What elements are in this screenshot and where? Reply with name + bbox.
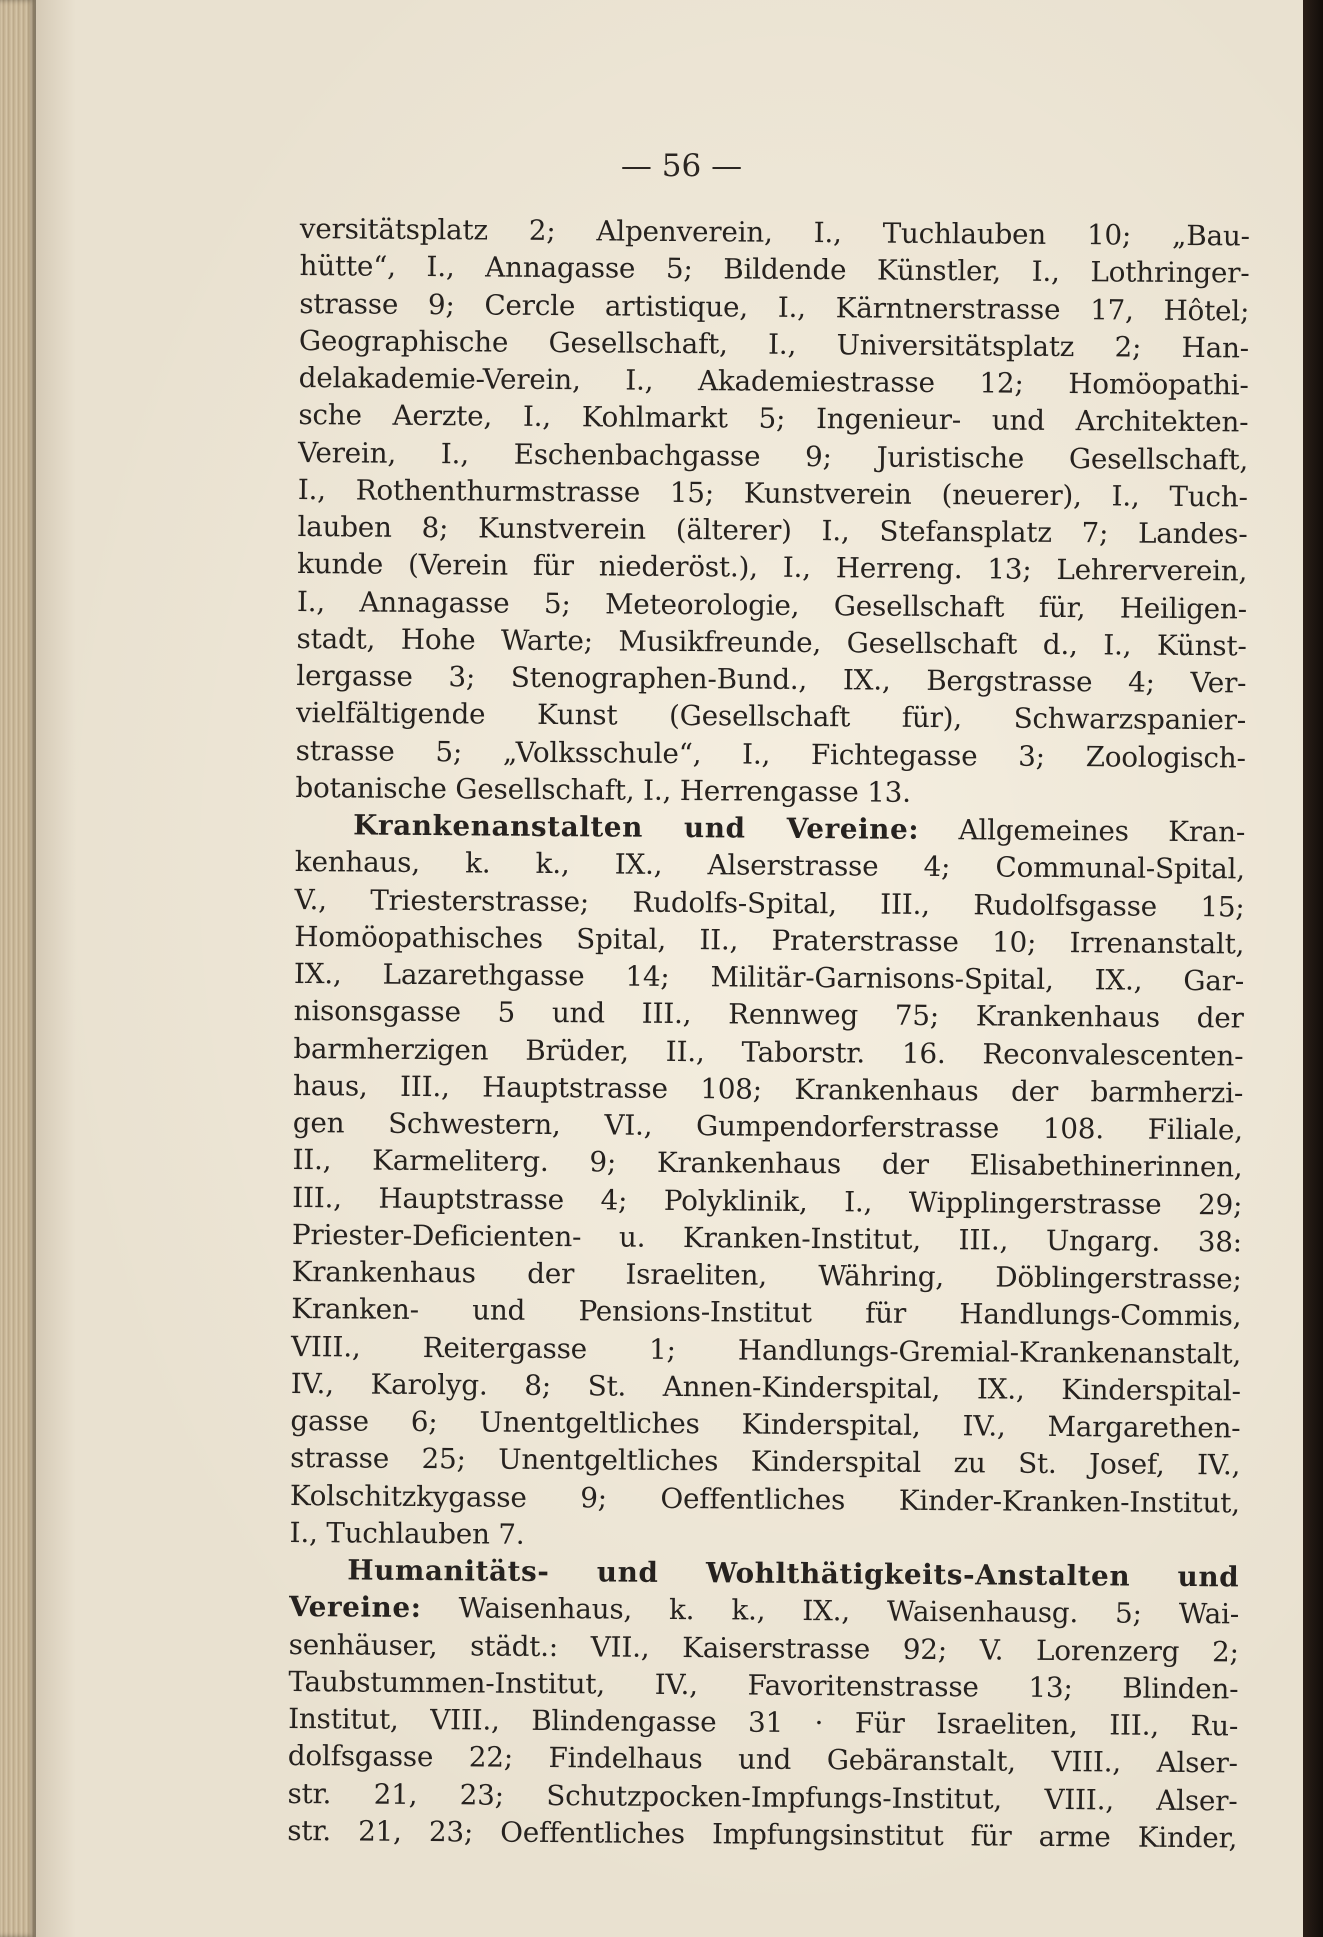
- line-text: IV., Karolyg. 8; St. Annen-Kinderspital, IX., Kinderspital-: [290, 1366, 1241, 1408]
- line-text: kenhaus, k. k., IX., Alserstrasse 4; Communal-Spital,: [294, 845, 1245, 886]
- line-text: vielfältigende Kunst (Gesellschaft für), Schwarzspanier-: [295, 696, 1247, 737]
- line-text: Kranken- und Pensions-Institut für Handlungs-Commis,: [291, 1292, 1242, 1333]
- line-text: barmherzigen Brüder, II., Taborstr. 16. Reconvalescenten-: [293, 1031, 1244, 1072]
- section-heading: Krankenanstalten und Vereine:: [353, 808, 920, 846]
- line-text: I., Annagasse 5; Meteorologie, Gesellschaft für, Heiligen-: [296, 584, 1248, 625]
- line-text: str. 21, 23; Schutzpocken-Impfungs-Institut, VIII., Alser-: [287, 1776, 1238, 1817]
- line-text: hütte“, I., Annagasse 5; Bildende Künstler, I., Lothringer-: [299, 249, 1250, 290]
- line-text: sche Aerzte, I., Kohlmarkt 5; Ingenieur- und Architekten-: [298, 398, 1249, 439]
- line-text: str. 21, 23; Oeffentliches Impfungsinstitut für arme Kinder,: [287, 1813, 1238, 1855]
- line-text: strasse 25; Unentgeltliches Kinderspital zu St. Josef, IV.,: [290, 1441, 1241, 1482]
- line-text: I., Tuchlauben 7.: [289, 1515, 525, 1551]
- line-text: Geographische Gesellschaft, I., Universitätsplatz 2; Han-: [298, 323, 1250, 365]
- line-text: I., Rothenthurmstrasse 15; Kunstverein (neuerer), I., Tuch-: [297, 472, 1248, 514]
- line-text: stadt, Hohe Warte; Musikfreunde, Gesellschaft d., I., Künst-: [296, 621, 1247, 663]
- line-text: lergasse 3; Stenographen-Bund., IX., Bergstrasse 4; Ver-: [296, 658, 1247, 700]
- line-text: strasse 5; „Volksschule“, I., Fichtegasse 3; Zoologisch-: [295, 733, 1246, 774]
- line-text: gen Schwestern, VI., Gumpendorferstrasse 108. Filiale,: [292, 1105, 1243, 1147]
- line-text: dolfsgasse 22; Findelhaus und Gebäranstalt, VIII., Alser-: [287, 1739, 1238, 1780]
- line-text: II., Karmeliterg. 9; Krankenhaus der Elisabethinerinnen,: [292, 1143, 1243, 1184]
- line-text: Waisenhaus, k. k., IX., Waisenhausg. 5; Wai-: [421, 1591, 1240, 1631]
- line-text: haus, III., Hauptstrasse 108; Krankenhaus der barmherzi-: [292, 1068, 1244, 1110]
- book-binding: [1303, 0, 1323, 1937]
- line-text: VIII., Reitergasse 1; Handlungs-Gremial-Krankenanstalt,: [290, 1329, 1242, 1370]
- line-text: gasse 6; Unentgeltliches Kinderspital, IV., Margarethen-: [290, 1403, 1241, 1445]
- page-stack-edge: [0, 0, 36, 1937]
- line-text: Verein, I., Eschenbachgasse 9; Juristische Gesellschaft,: [297, 435, 1249, 476]
- text-line: [287, 1812, 1237, 1857]
- line-text: Krankenhaus der Israeliten, Währing, Döblingerstrasse;: [291, 1254, 1242, 1296]
- book-page: [36, 0, 1303, 1937]
- line-text: V., Triesterstrasse; Rudolfs-Spital, III., Rudolfsgasse 15;: [294, 882, 1245, 923]
- line-text: III., Hauptstrasse 4; Polyklinik, I., Wipplingerstrasse 29;: [292, 1180, 1243, 1221]
- section-heading: Humanitäts- und Wohlthätigkeits-Anstalten und: [347, 1553, 1240, 1594]
- line-text: nisonsgasse 5 und III., Rennweg 75; Krankenhaus der: [293, 994, 1244, 1035]
- line-text: Taubstummen-Institut, IV., Favoritenstrasse 13; Blinden-: [288, 1664, 1239, 1706]
- line-text: strasse 9; Cercle artistique, I., Kärntnerstrasse 17, Hôtel;: [299, 286, 1250, 327]
- line-text: delakademie-Verein, I., Akademiestrasse 12; Homöopathi-: [298, 360, 1249, 402]
- page-number: — 56 —: [620, 148, 743, 184]
- line-text: kunde (Verein für niederöst.), I., Herreng. 13; Lehrerverein,: [297, 547, 1248, 588]
- section-heading: Vereine:: [288, 1590, 422, 1625]
- line-text: Allgemeines Kran-: [919, 812, 1246, 849]
- line-text: senhäuser, städt.: VII., Kaiserstrasse 92; V. Lorenzerg 2;: [288, 1627, 1239, 1668]
- line-text: botanische Gesellschaft, I., Herrengasse 13.: [295, 770, 911, 809]
- line-text: versitätsplatz 2; Alpenverein, I., Tuchlauben 10; „Bau-: [299, 211, 1250, 253]
- line-text: Priester-Deficienten- u. Kranken-Institut, III., Ungarg. 38:: [291, 1217, 1243, 1259]
- line-text: Institut, VIII., Blindengasse 31 · Für Israeliten, III., Ru-: [288, 1701, 1239, 1743]
- line-text: IX., Lazarethgasse 14; Militär-Garnisons-Spital, IX., Gar-: [293, 956, 1245, 998]
- line-text: lauben 8; Kunstverein (älterer) I., Stefansplatz 7; Landes-: [297, 509, 1248, 551]
- line-text: Homöopathisches Spital, II., Praterstrasse 10; Irrenanstalt,: [294, 919, 1245, 961]
- body-text: [287, 210, 1250, 1856]
- line-text: Kolschitzkygasse 9; Oeffentliches Kinder-Kranken-Institut,: [289, 1478, 1241, 1519]
